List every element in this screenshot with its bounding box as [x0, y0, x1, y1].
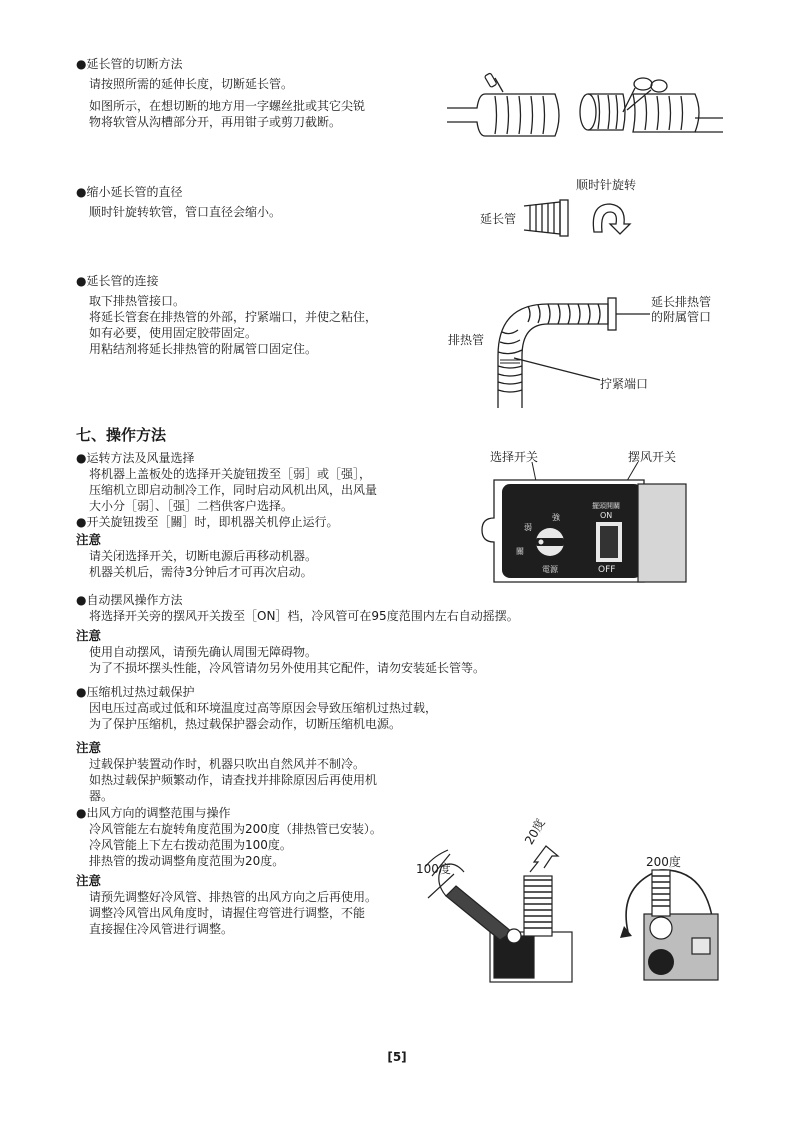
panel-off-en-text: OFF [598, 565, 616, 575]
label-swing-switch: 摆风开关 [628, 450, 677, 464]
section-cut-line: 如图所示，在想切断的地方用一字螺丝批或其它尖锐 [89, 99, 366, 113]
section-connect-head: ●延长管的连接 [76, 274, 159, 288]
section-run-head: ●运转方法及风量选择 [76, 451, 195, 465]
section-direction-line: 冷风管能上下左右拨动范围为100度。 [89, 838, 292, 852]
note-heading: 注意 [76, 628, 102, 643]
section-run-line: 将机器上盖板处的选择开关旋钮拨至［弱］或［强］， [89, 467, 372, 481]
section-cut-line: 请按照所需的延伸长度，切断延长管。 [89, 77, 294, 91]
section-direction-note-line: 调整冷风管出风角度时，请握住弯管进行调整，不能 [89, 906, 366, 920]
section-run [76, 450, 377, 580]
section-shrink-line: 顺时针旋转软管，管口直径会缩小。 [89, 205, 282, 219]
panel-weak-text: 弱 [524, 523, 532, 532]
figure-direction-left [420, 836, 580, 986]
label-clockwise: 顺时针旋转 [576, 178, 637, 192]
note-heading: 注意 [76, 532, 102, 547]
label-tighten-port: 拧紧端口 [600, 377, 649, 391]
section-run-head2: ●开关旋钮拨至［關］时，即机器关机停止运行。 [76, 515, 339, 529]
section-overload-note-line: 过载保护装置动作时，机器只吹出自然风并不制冷。 [89, 757, 366, 771]
section-run-line: 大小分［弱］、［强］二档供客户选择。 [89, 499, 294, 513]
panel-off-text: 關 [516, 547, 524, 556]
section-direction-line: 排热管的拨动调整角度范围为20度。 [89, 854, 285, 868]
section-direction [76, 805, 382, 937]
section-cut [76, 56, 365, 130]
label-select-switch: 选择开关 [490, 450, 539, 464]
section-overload [76, 684, 437, 804]
section-overload-head: ●压缩机过热过载保护 [76, 685, 195, 699]
panel-on-text: ON [600, 511, 613, 520]
page-number: [5] [387, 1050, 407, 1064]
section-direction-note-line: 请预先调整好冷风管、排热管的出风方向之后再使用。 [89, 890, 378, 904]
section-connect-line: 如有必要，使用固定胶带固定。 [89, 326, 258, 340]
section-swing [76, 592, 519, 676]
section-connect-line: 取下排热管接口。 [89, 294, 186, 308]
label-accessory-1: 延长排热管 [651, 295, 712, 309]
section-swing-note-line: 为了不损坏摆头性能，冷风管请勿另外使用其它配件，请勿安装延长管等。 [89, 661, 486, 675]
section-connect-line: 将延长管套在排热管的外部，拧紧端口，并使之粘住， [89, 310, 378, 324]
label-extension-tube: 延长管 [480, 212, 517, 226]
section-overload-line: 为了保护压缩机，热过载保护器会动作，切断压缩机电源。 [89, 717, 402, 731]
section-overload-line: 因电压过高或过低和环境温度过高等原因会导致压缩机过热过载， [89, 701, 438, 715]
section-direction-line: 冷风管能左右旋转角度范围为200度（排热管已安装）。 [89, 822, 382, 836]
panel-swing-text: 擺頭開關 [592, 502, 620, 510]
section-run-note-line: 请关闭选择开关，切断电源后再移动机器。 [89, 549, 318, 563]
figure-direction-right [610, 846, 722, 982]
section-connect [76, 273, 377, 357]
label-100deg: 100度 [416, 862, 451, 876]
figure-connect-tube [488, 296, 648, 408]
panel-strong-text: 強 [552, 513, 560, 522]
section-shrink-head: ●缩小延长管的直径 [76, 185, 183, 199]
figure-control-panel [478, 462, 690, 588]
section-swing-head: ●自动摆风操作方法 [76, 593, 183, 607]
label-20deg: 20度 [522, 816, 548, 847]
section-shrink [76, 184, 281, 220]
figure-shrink-tube [524, 194, 644, 244]
section-swing-note-line: 使用自动摆风，请预先确认周围无障碍物。 [89, 645, 318, 659]
section-direction-note-line: 直接握住冷风管进行调整。 [89, 922, 234, 936]
figure-cut-tube [445, 72, 725, 142]
section-cut-line: 物将软管从沟槽部分开，再用钳子或剪刀截断。 [89, 115, 342, 129]
section-direction-head: ●出风方向的调整范围与操作 [76, 806, 231, 820]
note-heading: 注意 [76, 740, 102, 755]
section-run-line: 压缩机立即启动制冷工作，同时启动风机出风，出风量 [89, 483, 378, 497]
note-heading: 注意 [76, 873, 102, 888]
label-accessory-2: 的附属管口 [651, 310, 712, 324]
section-swing-line: 将选择开关旁的摆风开关拨至［ON］档，冷风管可在95度范围内左右自动摇摆。 [89, 609, 519, 623]
section-title-operation: 七、操作方法 [76, 426, 167, 444]
panel-power-text: 電源 [542, 565, 558, 574]
label-exhaust-tube: 排热管 [448, 333, 485, 347]
section-overload-note-line: 如热过载保护频繁动作，请查找并排除原因后再使用机 [89, 773, 378, 787]
section-run-note-line: 机器关机后，需待3分钟后才可再次启动。 [89, 565, 313, 579]
label-200deg: 200度 [646, 855, 681, 869]
section-connect-line: 用粘结剂将延长排热管的附属管口固定住。 [89, 342, 318, 356]
section-cut-head: ●延长管的切断方法 [76, 57, 183, 71]
section-overload-note-line: 器。 [89, 789, 114, 803]
